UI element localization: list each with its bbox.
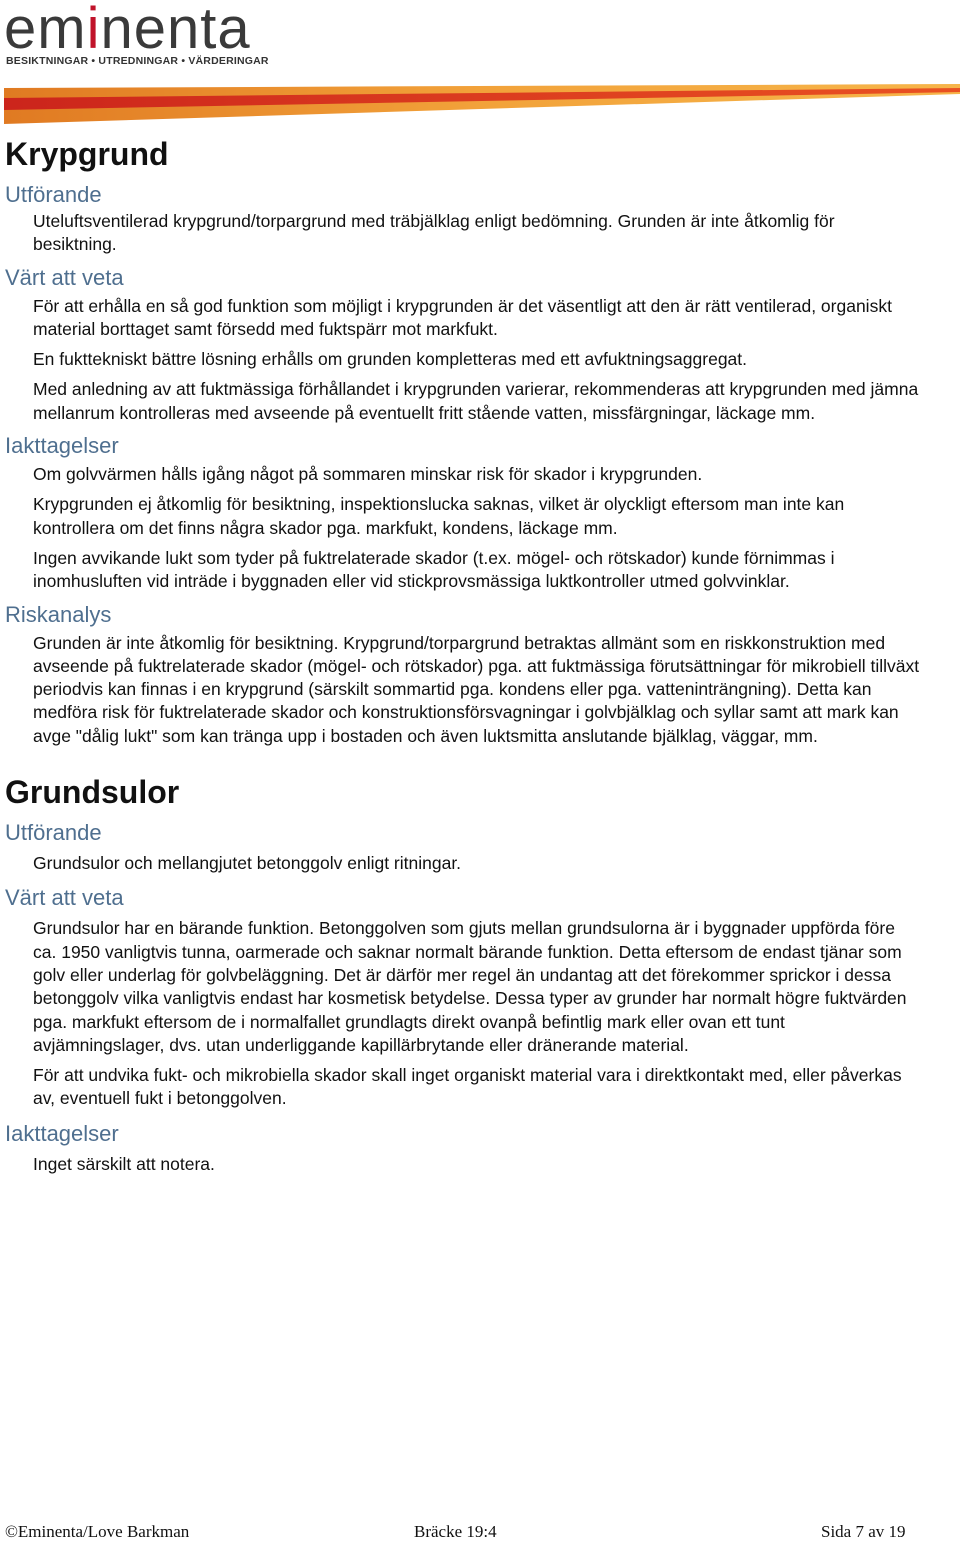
footer-page-number: Sida 7 av 19 xyxy=(821,1522,906,1541)
logo-text-start: em xyxy=(4,0,87,61)
paragraph: Med anledning av att fuktmässiga förhållandet i krypgrunden varierar, rekommenderas att krypgrunden med jämna mellanrum kontrolleras med avseende på eventuellt fritt stående vatten, missfärgningar, läckage mm. xyxy=(33,379,919,423)
paragraph: Grundsulor och mellangjutet betonggolv enligt ritningar. xyxy=(33,853,462,874)
section-title-grundsulor: Grundsulor xyxy=(5,774,180,811)
logo-tagline: BESIKTNINGAR • UTREDNINGAR • VÄRDERINGAR xyxy=(6,55,269,67)
section-title-krypgrund: Krypgrund xyxy=(5,136,169,172)
paragraph: Uteluftsventilerad krypgrund/torpargrund med träbjälklag enligt bedömning. Grunden är inte åtkomlig för besiktning. xyxy=(33,211,835,255)
heading-vart-att-veta: Värt att veta xyxy=(5,885,124,911)
logo-text-end: nenta xyxy=(100,0,251,61)
footer-property: Bräcke 19:4 xyxy=(414,1522,497,1541)
paragraph: Krypgrunden ej åtkomlig för besiktning, inspektionslucka saknas, vilket är olyckligt eftersom man inte kan kontrollera om det finns några skador pga. markfukt, kondens, läckage mm. xyxy=(33,494,845,538)
paragraph: Grundsulor har en bärande funktion. Betonggolven som gjuts mellan grundsulorna är i byggnader uppförda före ca. 1950 vanligtvis tunna, oarmerade och saknar normalt bärande funktion. Detta eftersom de endast tjänar som golv eller underlag för golvbeläggning. Det är därför mer regel än undantag att det förekommer sprickor i dessa betonggolv vilka vanligtvis endast har kosmetisk betydelse. Dessa typer av grunder har normalt högre fuktvärden pga. markfukt eftersom de i normalfallet grundlagts direkt ovanpå befintlig mark eller ovan ett tunt avjämningslager, dvs. utan underliggande kapillärbrytande eller dränerande material. xyxy=(33,918,907,1055)
header-stripe-bar xyxy=(4,84,960,124)
page-content xyxy=(0,130,960,1176)
page-footer xyxy=(0,1520,960,1544)
paragraph: Ingen avvikande lukt som tyder på fuktrelaterade skador (t.ex. mögel- och rötskador) kunde förnimmas i inomhusluften vid inträde i byggnaden eller vid stickprovsmässiga luktkontroller utmed golvvinklar. xyxy=(33,547,835,592)
paragraph: För att undvika fukt- och mikrobiella skador skall inget organiskt material vara i direktkontakt med, eller påverkas av, eventuell fukt i betonggolven. xyxy=(33,1065,902,1109)
paragraph: Inget särskilt att notera. xyxy=(33,1153,215,1174)
paragraph: Om golvvärmen hålls igång något på sommaren minskar risk för skador i krypgrunden. xyxy=(33,464,703,485)
heading-utforande: Utförande xyxy=(5,820,102,846)
heading-utforande: Utförande xyxy=(5,182,102,207)
heading-riskanalys: Riskanalys xyxy=(5,601,112,627)
paragraph: En fukttekniskt bättre lösning erhålls om grunden kompletteras med ett avfuktningsaggregat. xyxy=(33,349,748,370)
heading-iakttagelser: Iakttagelser xyxy=(5,433,119,459)
logo-text-i: i xyxy=(86,0,101,61)
company-logo xyxy=(4,0,251,61)
heading-iakttagelser: Iakttagelser xyxy=(5,1120,119,1146)
paragraph: Grunden är inte åtkomlig för besiktning. Krypgrund/torpargrund betraktas allmänt som en riskkonstruktion med avseende på fuktrelaterade skador (mögel- och rötskador) pga. att fuktmässiga förutsättningar för mikrobiell tillväxt periodvis kan finnas i en krypgrund (särskilt sommartid pga. kondens eller pga. vatteninträngning). Detta kan medföra risk för fuktrelaterade skador och konstruktionsförsvagningar i golvbjälklag och syllar samt att mark kan avge "dålig lukt" som kan tränga upp i bostaden och även luktsmitta anslutande bjälklag, väggar, mm. xyxy=(33,632,920,746)
heading-vart-att-veta: Värt att veta xyxy=(5,264,124,290)
paragraph: För att erhålla en så god funktion som möjligt i krypgrunden är det väsentligt att den är rätt ventilerad, organiskt material borttaget samt försedd med fuktspärr mot markfukt. xyxy=(33,295,892,339)
footer-copyright: ©Eminenta/Love Barkman xyxy=(5,1522,190,1541)
page-header xyxy=(0,0,960,130)
